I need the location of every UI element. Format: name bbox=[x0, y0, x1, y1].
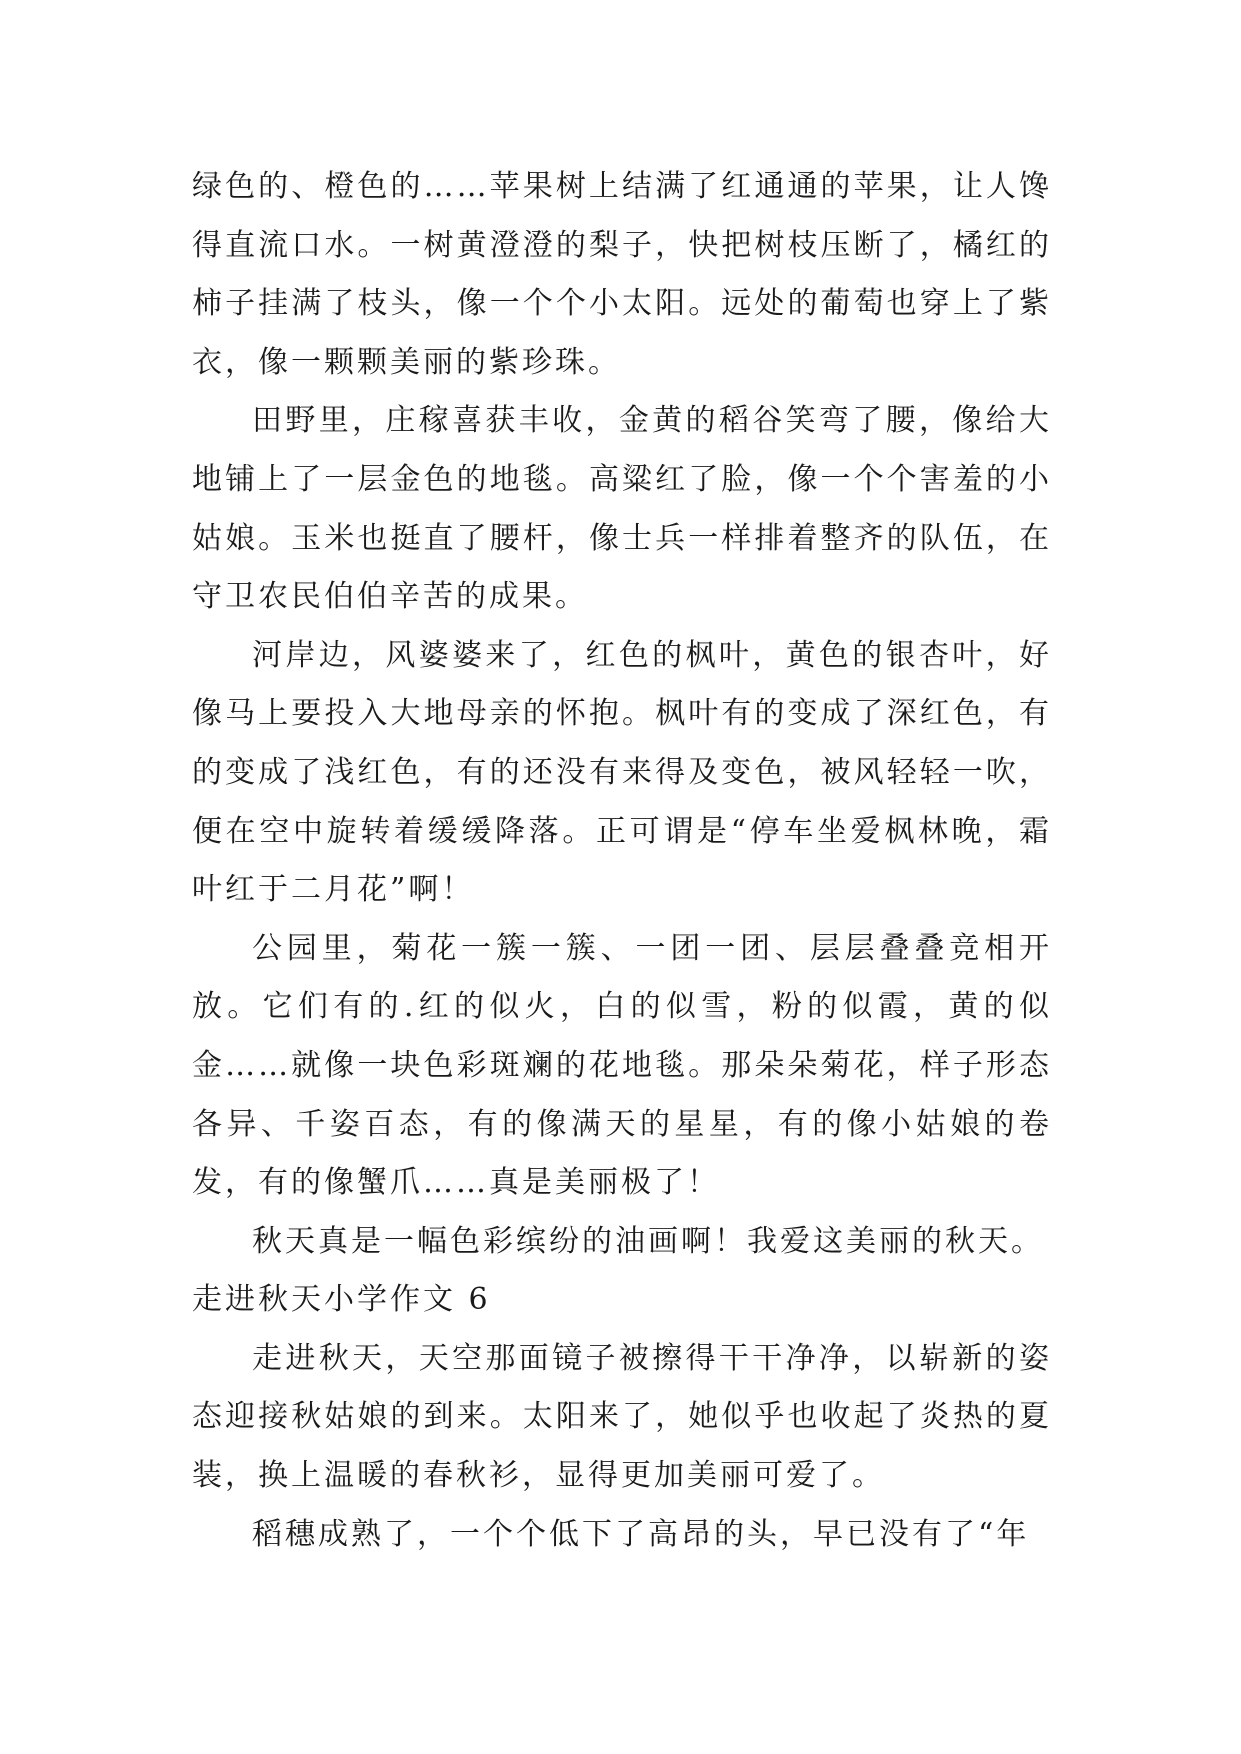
section-title: 走进秋天小学作文 6 bbox=[192, 1282, 491, 1318]
paragraph-riverbank: 河岸边，风婆婆来了，红色的枫叶，黄色的银杏叶，好像马上要投入大地母亲的怀抱。枫叶有的变成了深红色，有的变成了浅红色，有的还没有来得及变色，被风轻轻一吹，便在空中旋转着缓缓降落。正可谓是“停车坐爱枫林晚，霜叶红于二月花”啊！ bbox=[192, 637, 1052, 908]
paragraph-conclusion: 秋天真是一幅色彩缤纷的油画啊！我爱这美丽的秋天。 bbox=[252, 1223, 1044, 1259]
paragraph-park: 公园里，菊花一簇一簇、一团一团、层层叠叠竞相开放。它们有的.红的似火，白的似雪，粉的似霞，黄的似金……就像一块色彩斑斓的花地毯。那朵朵菊花，样子形态各异、千姿百态，有的像满天的星星，有的像小姑娘的卷发，有的像蟹爪……真是美丽极了！ bbox=[192, 930, 1052, 1201]
paragraph-rice: 稻穗成熟了，一个个低下了高昂的头，早已没有了“年 bbox=[252, 1516, 1030, 1552]
paragraph-sky: 走进秋天，天空那面镜子被擦得干干净净，以崭新的姿态迎接秋姑娘的到来。太阳来了，她似乎也收起了炎热的夏装，换上温暖的春秋衫，显得更加美丽可爱了。 bbox=[192, 1340, 1052, 1494]
paragraph-orchard: 绿色的、橙色的……苹果树上结满了红通通的苹果，让人馋得直流口水。一树黄澄澄的梨子，快把树枝压断了，橘红的柿子挂满了枝头，像一个个小太阳。远处的葡萄也穿上了紫衣，像一颗颗美丽的紫珍珠。 bbox=[192, 169, 1052, 380]
paragraph-fields: 田野里，庄稼喜获丰收，金黄的稻谷笑弯了腰，像给大地铺上了一层金色的地毯。高粱红了脸，像一个个害羞的小姑娘。玉米也挺直了腰杆，像士兵一样排着整齐的队伍，在守卫农民伯伯辛苦的成果。 bbox=[192, 403, 1052, 615]
document-body bbox=[192, 158, 1052, 1564]
